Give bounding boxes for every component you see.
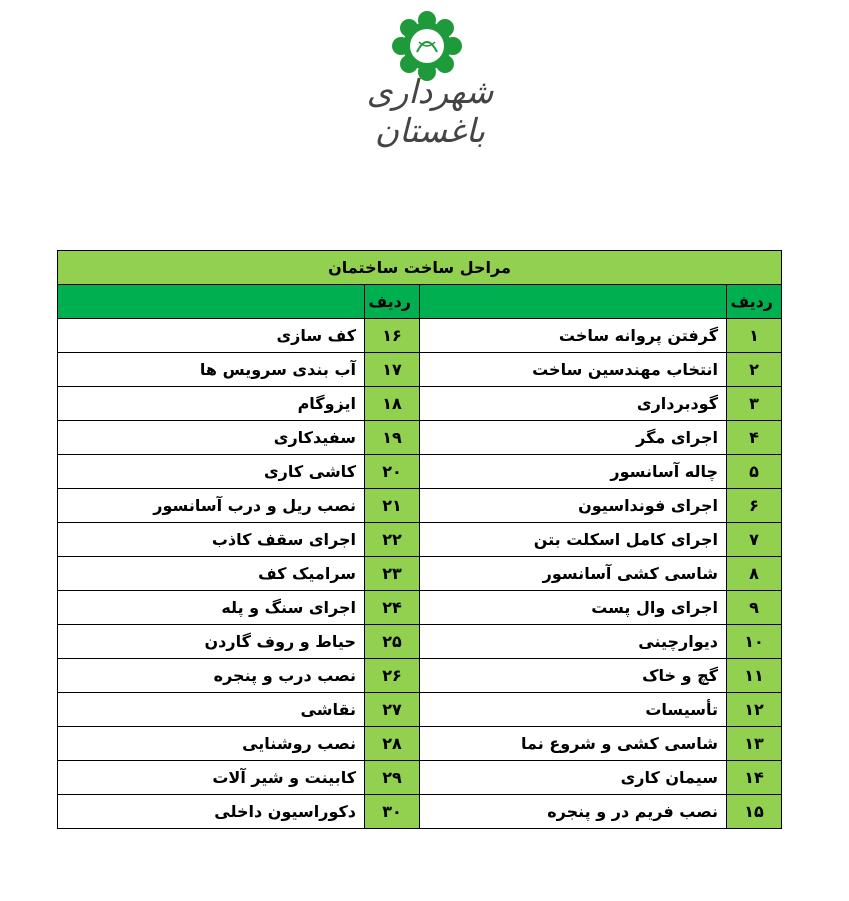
- stage-number: ۲۳: [365, 557, 420, 591]
- stage-name: گرفتن پروانه ساخت: [420, 319, 727, 353]
- stage-number: ۲: [727, 353, 782, 387]
- stage-name: اجرای کامل اسکلت بتن: [420, 523, 727, 557]
- stage-number: ۴: [727, 421, 782, 455]
- table-row: [58, 387, 782, 421]
- stage-name: چاله آسانسور: [420, 455, 727, 489]
- header-blank-right: [420, 285, 727, 319]
- stage-number: ۱۱: [727, 659, 782, 693]
- table-row: [58, 761, 782, 795]
- table-row: [58, 319, 782, 353]
- stage-number: ۱۳: [727, 727, 782, 761]
- table-row: [58, 557, 782, 591]
- stage-number: ۱۵: [727, 795, 782, 829]
- stage-number: ۱۹: [365, 421, 420, 455]
- table-row: [58, 421, 782, 455]
- stage-number: ۱۲: [727, 693, 782, 727]
- municipality-name: شهرداری باغستان: [366, 72, 494, 150]
- stage-name: ایزوگام: [58, 387, 365, 421]
- stage-name: کاشی کاری: [58, 455, 365, 489]
- stage-number: ۸: [727, 557, 782, 591]
- stage-number: ۷: [727, 523, 782, 557]
- stage-number: ۲۸: [365, 727, 420, 761]
- stage-name: کف سازی: [58, 319, 365, 353]
- stage-name: اجرای سنگ و پله: [58, 591, 365, 625]
- stage-number: ۱: [727, 319, 782, 353]
- table-title: مراحل ساخت ساختمان: [58, 251, 782, 285]
- stage-name: اجرای سقف کاذب: [58, 523, 365, 557]
- stage-number: ۱۸: [365, 387, 420, 421]
- stage-name: دیوارچینی: [420, 625, 727, 659]
- table-title-row: [58, 251, 782, 285]
- stage-name: اجرای مگر: [420, 421, 727, 455]
- table-row: [58, 489, 782, 523]
- stage-number: ۱۴: [727, 761, 782, 795]
- table-row: [58, 727, 782, 761]
- flower-emblem-icon: [392, 11, 462, 81]
- stage-number: ۲۱: [365, 489, 420, 523]
- table-row: [58, 659, 782, 693]
- header-row-label-right: ردیف: [727, 285, 782, 319]
- table-row: [58, 693, 782, 727]
- stage-name: اجرای وال پست: [420, 591, 727, 625]
- stage-name: سیمان کاری: [420, 761, 727, 795]
- stage-number: ۲۰: [365, 455, 420, 489]
- stage-name: شاسی کشی آسانسور: [420, 557, 727, 591]
- table-row: [58, 625, 782, 659]
- stage-number: ۲۷: [365, 693, 420, 727]
- stage-number: ۱۷: [365, 353, 420, 387]
- stage-name: اجرای فونداسیون: [420, 489, 727, 523]
- stage-number: ۲۶: [365, 659, 420, 693]
- stage-name: نصب فریم در و پنجره: [420, 795, 727, 829]
- table-row: [58, 591, 782, 625]
- stage-name: گودبرداری: [420, 387, 727, 421]
- stage-name: نصب روشنایی: [58, 727, 365, 761]
- table-row: [58, 523, 782, 557]
- table-header-row: [58, 285, 782, 319]
- stage-name: گچ و خاک: [420, 659, 727, 693]
- construction-stages-table: [57, 250, 782, 829]
- stage-number: ۲۵: [365, 625, 420, 659]
- header-blank-left: [58, 285, 365, 319]
- stage-number: ۳: [727, 387, 782, 421]
- stage-name: انتخاب مهندسین ساخت: [420, 353, 727, 387]
- stage-name: سرامیک کف: [58, 557, 365, 591]
- stage-name: نصب درب و پنجره: [58, 659, 365, 693]
- stage-number: ۹: [727, 591, 782, 625]
- table-row: [58, 455, 782, 489]
- stage-name: نصب ریل و درب آسانسور: [58, 489, 365, 523]
- stage-name: آب بندی سرویس ها: [58, 353, 365, 387]
- table-row: [58, 353, 782, 387]
- stage-name: سفیدکاری: [58, 421, 365, 455]
- stage-number: ۳۰: [365, 795, 420, 829]
- stage-number: ۱۰: [727, 625, 782, 659]
- stage-name: حیاط و روف گاردن: [58, 625, 365, 659]
- stage-number: ۶: [727, 489, 782, 523]
- stage-number: ۲۲: [365, 523, 420, 557]
- stage-name: کابینت و شیر آلات: [58, 761, 365, 795]
- table-row: [58, 795, 782, 829]
- stage-name: نقاشی: [58, 693, 365, 727]
- header-row-label-left: ردیف: [365, 285, 420, 319]
- stage-number: ۲۴: [365, 591, 420, 625]
- stage-number: ۱۶: [365, 319, 420, 353]
- stage-number: ۲۹: [365, 761, 420, 795]
- stage-number: ۵: [727, 455, 782, 489]
- stage-name: دکوراسیون داخلی: [58, 795, 365, 829]
- stage-name: شاسی کشی و شروع نما: [420, 727, 727, 761]
- stage-name: تأسیسات: [420, 693, 727, 727]
